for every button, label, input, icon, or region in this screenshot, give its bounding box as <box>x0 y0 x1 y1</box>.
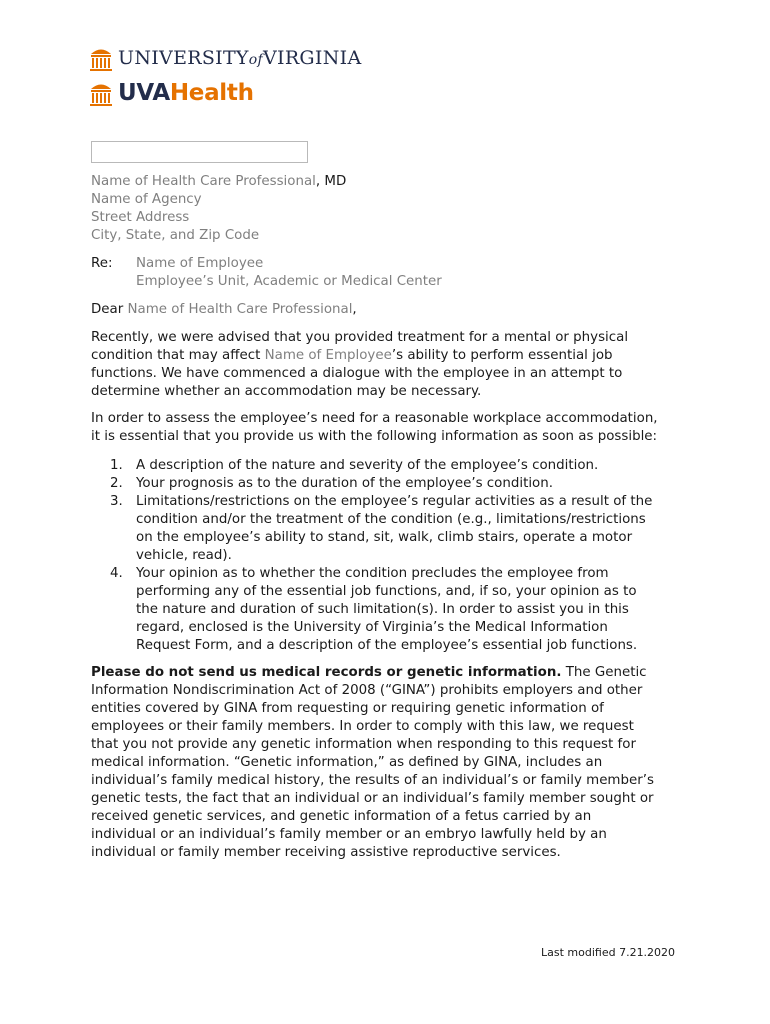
recipient-name-placeholder[interactable]: Name of Health Care Professional <box>91 174 316 189</box>
rotunda-icon <box>90 80 112 106</box>
recipient-agency[interactable]: Name of Agency <box>91 192 202 207</box>
last-modified-date: Last modified 7.21.2020 <box>541 946 676 959</box>
salutation: Dear Name of Health Care Professional, <box>91 302 357 317</box>
information-request-list <box>110 457 680 655</box>
uva-health-logo <box>90 80 254 106</box>
re-employee-unit[interactable]: Employee’s Unit, Academic or Medical Center <box>136 274 442 289</box>
date-input-box[interactable] <box>91 141 308 163</box>
uva-logo <box>90 45 361 71</box>
gina-warning: Please do not send us medical records or genetic information. <box>91 665 562 680</box>
list-item: 1. A description of the nature and severity of the employee’s condition. <box>110 458 599 473</box>
recipient-street[interactable]: Street Address <box>91 210 190 225</box>
gina-paragraph: Please do not send us medical records or genetic information. The Genetic Information Nondiscrimination Act of 2008 (“GINA”) prohibits employers and other entities covered by GINA from requesting or requiring genetic information of employees or their family members. In order to comply with this law, we request that you not provide any genetic information when responding to this request for medical information. “Genetic information,” as defined by GINA, includes an individual’s family medical history, the results of an individual’s or family member’s genetic tests, the fact that an individual or an individual’s family member sought or received genetic services, and genetic information of a fetus carried by an individual or an individual’s family member or an embryo lawfully held by an individual or family member receiving assistive reproductive services. <box>91 665 654 860</box>
re-label: Re: <box>91 256 113 271</box>
recipient-name-line <box>91 173 346 191</box>
list-item: 3. Limitations/restrictions on the employee’s regular activities as a result of the condition and/or the treatment of the condition (e.g., limitations/restrictions on the employee’s ability to stand, sit, walk, climb stairs, operate a motor vehicle, read). <box>110 494 653 563</box>
intro-paragraph: Recently, we were advised that you provided treatment for a mental or physical condition that may affect Name of Employee’s ability to perform essential job functions. We have commenced a dialogue with the employee in an attempt to determine whether an accommodation may be necessary. <box>91 330 629 399</box>
re-employee-name[interactable]: Name of Employee <box>136 256 264 271</box>
recipient-credential: , MD <box>315 174 347 189</box>
salutation-name-placeholder[interactable]: Name of Health Care Professional <box>127 302 353 317</box>
uva-health-wordmark: UVAHealth <box>118 80 254 106</box>
rotunda-icon <box>90 45 112 71</box>
request-paragraph: In order to assess the employee’s need for a reasonable workplace accommodation, it is essential that you provide us with the following information as soon as possible: <box>91 411 658 444</box>
recipient-city[interactable]: City, State, and Zip Code <box>91 228 260 243</box>
list-item: 4. Your opinion as to whether the condition precludes the employee from performing any of the essential job functions, and, if so, your opinion as to the nature and duration of such limitation(s). In order to assist you in this regard, enclosed is the University of Virginia’s the Medical Information Request Form, and a description of the employee’s essential job functions. <box>110 566 638 653</box>
employee-name-placeholder[interactable]: Name of Employee <box>264 348 392 363</box>
list-item: 2. Your prognosis as to the duration of the employee’s condition. <box>110 476 553 491</box>
university-of-virginia-wordmark: UNIVERSITYofVIRGINIA <box>118 47 362 69</box>
